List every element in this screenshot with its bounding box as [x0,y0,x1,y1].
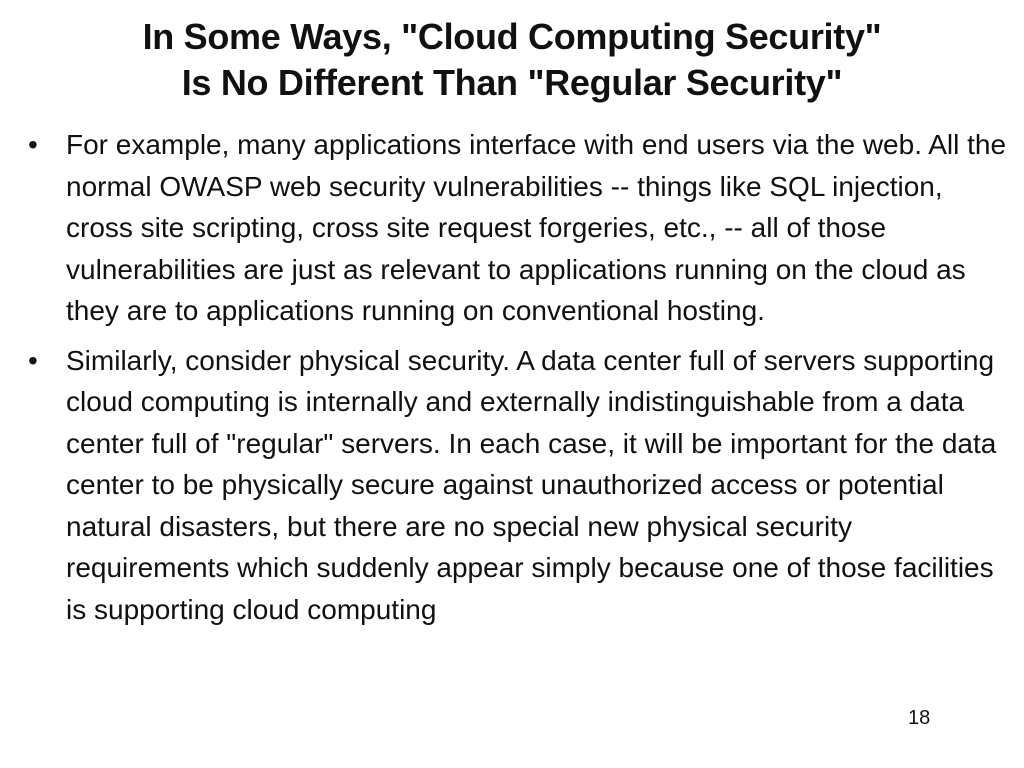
bullet-list [28,124,1008,638]
bullet-text: For example, many applications interface with end users via the web. All the normal OWASP web security vulnerabilities -- things like SQL injection, cross site scripting, cross site request forgeries, etc., -- all of those vulnerabilities are just as relevant to applications running on the cloud as they are to applications running on conventional hosting. [66,129,1007,326]
bullet-item [28,340,1008,631]
bullet-marker: • [28,129,38,160]
bullet-item [28,124,1008,332]
bullet-marker: • [28,344,38,376]
slide-title-line-1: In Some Ways, "Cloud Computing Security" [142,16,882,57]
page-number: 18 [908,707,931,729]
slide-title-line-2: Is No Different Than "Regular Security" [181,62,843,103]
slide-title [0,14,1024,106]
bullet-text: Similarly, consider physical security. A data center full of servers supporting cloud computing is internally and externally indistinguishable from a data center full of "regular" servers. In each case, it will be important for the data center to be physically secure against unauthorized access or potential natural disasters, but there are no special new physical security requirements which suddenly appear simply because one of those facilities is supporting cloud computing [66,344,997,625]
